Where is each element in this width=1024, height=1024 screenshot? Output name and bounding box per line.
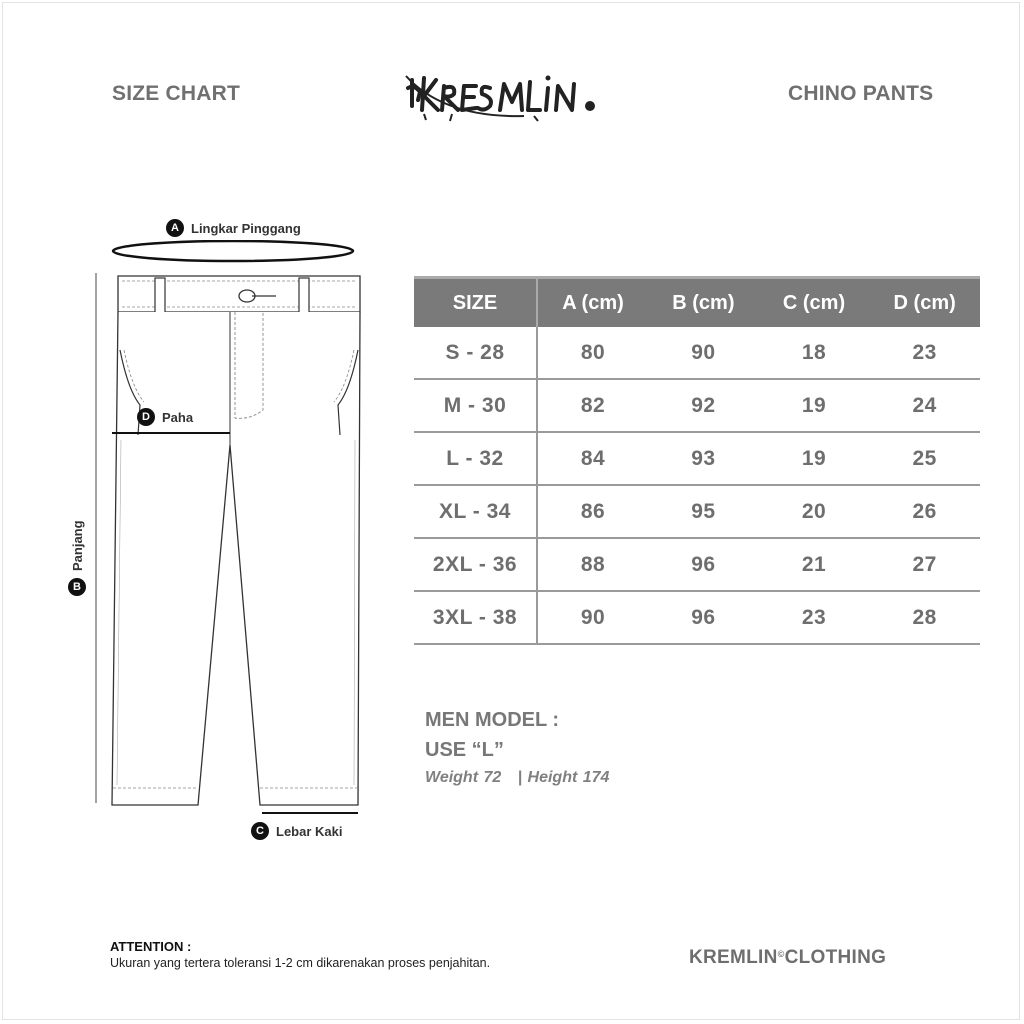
cell-size: S - 28 [414,327,537,379]
label-length-text: Panjang [69,520,85,571]
model-stats: Weight 72 | Height 174 [425,769,610,786]
brand-name: KREMLIN [689,947,778,968]
table-row [414,591,980,644]
cell-size: M - 30 [414,379,537,432]
table-row [414,327,980,379]
pants-diagram [80,240,380,820]
cell-c: 19 [759,379,870,432]
header-a: A (cm) [537,278,648,328]
cell-b: 96 [648,591,759,644]
cell-b: 90 [648,327,759,379]
badge-c: C [251,822,269,840]
cell-b: 95 [648,485,759,538]
table-row [414,432,980,485]
model-size: USE “L” [425,739,504,761]
cell-b: 96 [648,538,759,591]
label-thigh [137,408,193,426]
cell-d: 24 [869,379,980,432]
label-waist [166,219,301,237]
label-thigh-text: Paha [162,409,194,425]
label-leg-opening [251,822,342,840]
badge-d: D [137,408,155,426]
cell-size: L - 32 [414,432,537,485]
header-b: B (cm) [648,278,759,328]
attention-text: Ukuran yang tertera toleransi 1-2 cm dikarenakan proses penjahitan. [110,956,491,970]
label-leg-opening-text: Lebar Kaki [276,823,343,839]
cell-a: 86 [537,485,648,538]
cell-a: 88 [537,538,648,591]
cell-d: 26 [869,485,980,538]
cell-a: 80 [537,327,648,379]
product-title: CHINO PANTS [788,82,934,105]
waist-measure-ellipse [113,241,353,261]
header-d: D (cm) [869,278,980,328]
table-header-row [414,278,980,328]
footer-brand [689,947,886,969]
cell-c: 21 [759,538,870,591]
header-size: SIZE [414,278,537,328]
brand-logo [404,66,626,122]
label-waist-text: Lingkar Pinggang [191,220,301,236]
cell-a: 82 [537,379,648,432]
header-c: C (cm) [759,278,870,328]
cell-size: XL - 34 [414,485,537,538]
cell-c: 18 [759,327,870,379]
model-heading: MEN MODEL : [425,709,560,731]
size-table [414,276,980,645]
cell-a: 90 [537,591,648,644]
badge-b: B [68,578,86,596]
label-length [68,520,86,596]
cell-d: 28 [869,591,980,644]
cell-d: 23 [869,327,980,379]
cell-size: 2XL - 36 [414,538,537,591]
table-row [414,538,980,591]
brand-suffix: CLOTHING [784,947,887,968]
table-row [414,485,980,538]
size-chart-title: SIZE CHART [112,82,240,105]
cell-b: 92 [648,379,759,432]
attention-title: ATTENTION : [110,939,192,954]
cell-a: 84 [537,432,648,485]
cell-c: 19 [759,432,870,485]
cell-c: 20 [759,485,870,538]
cell-b: 93 [648,432,759,485]
badge-a: A [166,219,184,237]
cell-d: 25 [869,432,980,485]
copyright-mark: © [777,949,785,959]
cell-d: 27 [869,538,980,591]
cell-c: 23 [759,591,870,644]
cell-size: 3XL - 38 [414,591,537,644]
table-row [414,379,980,432]
